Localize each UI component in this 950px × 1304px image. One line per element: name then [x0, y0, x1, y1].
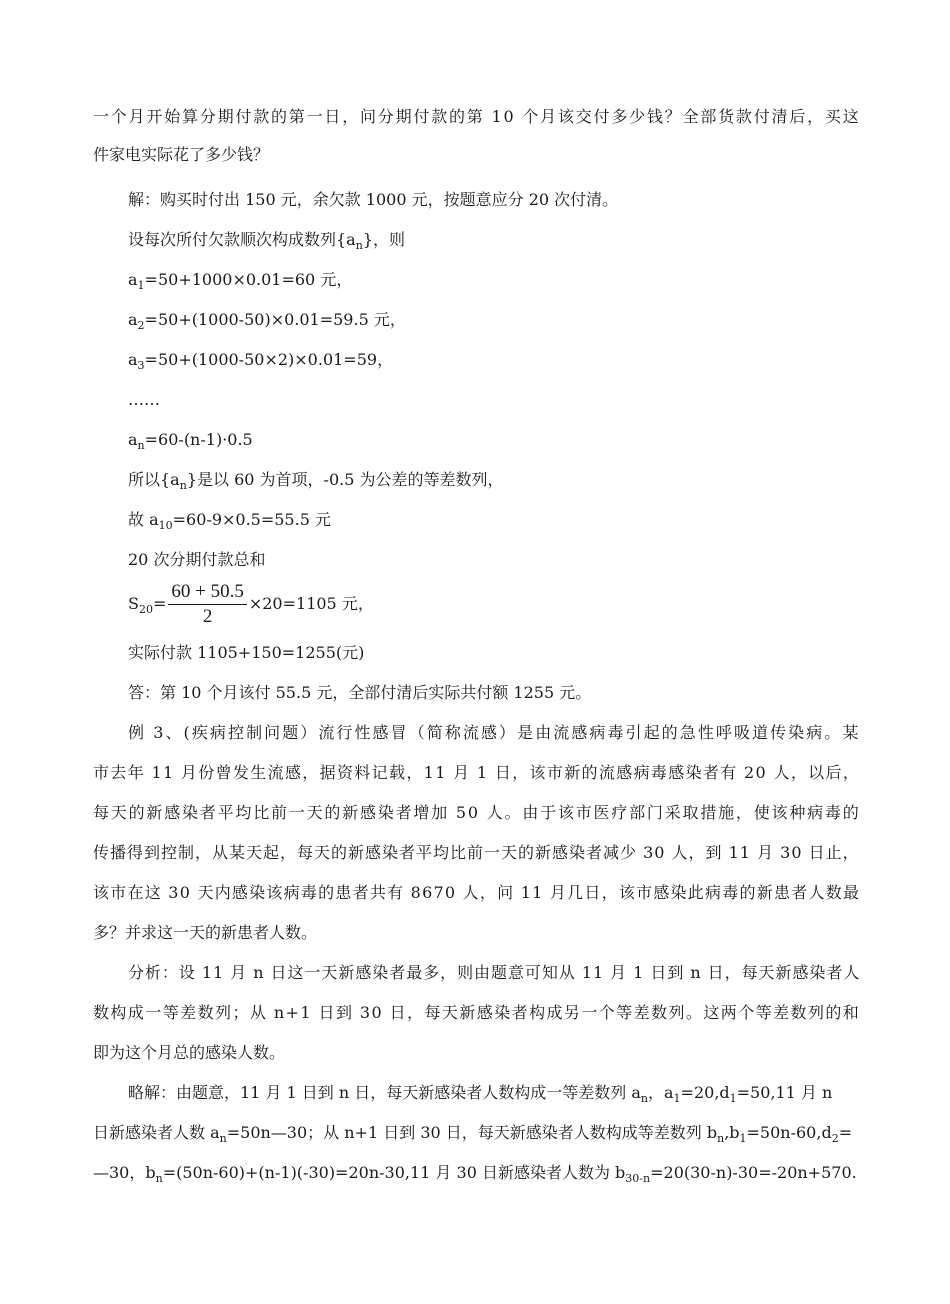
text-fragment: 即为这个月总的感染人数。 [93, 1043, 286, 1062]
equation-line [128, 430, 253, 450]
text-fragment: 一个月开始算分期付款的第一日，问分期付款的第 10 个月该交付多少钱？全部货款付清后，买这 [93, 107, 861, 126]
equation-line [128, 510, 331, 530]
text-fragment: =60-9×0.5=55.5 元 [172, 510, 331, 529]
text-fragment: ,b [724, 1123, 740, 1142]
subscript: 2 [831, 1132, 839, 1145]
paragraph-line [93, 843, 859, 863]
text-fragment: 数构成一等差数列；从 n+1 日到 30 日，每天新感染者构成另一个等差数列。这两个等差数列的和 [93, 1003, 861, 1022]
text-fragment: }是以 60 为首项，-0.5 为公差的等差数列， [186, 470, 504, 489]
paragraph-line [93, 107, 859, 127]
text-fragment: ，a [648, 1083, 674, 1102]
paragraph-line [128, 470, 503, 490]
subscript: n [137, 439, 145, 452]
subscript: n [717, 1132, 725, 1145]
paragraph-line [93, 803, 859, 823]
text-fragment: 每天的新感染者平均比前一天的新感染者增加 50 人。由于该市医疗部门采取措施，使该种病毒的 [93, 803, 861, 822]
solution-line [93, 1163, 857, 1183]
solution-line [128, 1083, 832, 1103]
subscript: n [155, 1172, 163, 1185]
fraction [168, 580, 246, 629]
text-fragment: …… [128, 390, 160, 409]
text-fragment: 例 3、(疾病控制问题）流行性感冒（简称流感）是由流感病毒引起的急性呼吸道传染病。某 [128, 723, 861, 742]
text-fragment: = [838, 1123, 853, 1142]
text-fragment: a [128, 270, 138, 289]
subscript: 30-n [625, 1172, 651, 1185]
paragraph-line [128, 230, 405, 250]
text-fragment: 20 次分期付款总和 [128, 550, 266, 569]
subscript: 2 [137, 319, 145, 332]
text-fragment: =60-(n-1)·0.5 [144, 430, 253, 449]
text-fragment: 故 a [128, 510, 159, 529]
text-fragment: =50n—30；从 n+1 日到 30 日，每天新感染者人数构成等差数列 b [226, 1123, 718, 1142]
solution-line [93, 1123, 852, 1143]
sum-formula [128, 580, 374, 629]
equals-sign: = [152, 594, 167, 613]
paragraph-line [93, 883, 859, 903]
fraction-numerator: 60 + 50.5 [168, 580, 246, 605]
equation-line [128, 270, 352, 290]
text-fragment: =50+1000×0.01=60 元， [144, 270, 353, 289]
paragraph-line [93, 923, 317, 943]
example-heading-line [128, 723, 859, 743]
paragraph-line [93, 763, 859, 783]
subscript: n [179, 479, 187, 492]
ellipsis-line [128, 390, 160, 410]
text-fragment: 该市在这 30 天内感染该病毒的患者共有 8670 人，问 11 月几日，该市感染此病毒的新患者人数最 [93, 883, 861, 902]
text-fragment: =50+(1000-50)×0.01=59.5 元， [144, 310, 406, 329]
text-fragment: =50n-60,d [746, 1123, 832, 1142]
paragraph-line [93, 1043, 285, 1063]
text-fragment: 设每次所付欠款顺次构成数列{a [128, 230, 356, 249]
text-fragment: a [128, 310, 138, 329]
text-fragment: 市去年 11 月份曾发生流感，据资料记载，11 月 1 日，该市新的流感病毒感染者有 20 人，以后， [93, 763, 861, 782]
text-fragment: =20,d [680, 1083, 730, 1102]
text-fragment: }，则 [362, 230, 406, 249]
subscript: 20 [138, 603, 153, 616]
text-fragment: =(50n-60)+(n-1)(-30)=20n-30,11 月 30 日新感染者人数为 b [162, 1163, 626, 1182]
subscript: 10 [158, 519, 173, 532]
paragraph-line [93, 1003, 859, 1023]
subscript: n [355, 239, 363, 252]
formula-lhs: S [128, 594, 139, 613]
subscript: 1 [673, 1092, 681, 1105]
fraction-denominator: 2 [202, 606, 213, 627]
formula-rhs: ×20=1105 元， [248, 594, 374, 613]
subscript: n [640, 1092, 648, 1105]
text-fragment: 传播得到控制，从某天起，每天的新感染者平均比前一天的新感染者减少 30 人，到 11 月 30 日止， [93, 843, 860, 862]
analysis-line [128, 963, 859, 983]
text-fragment: 解：购买时付出 150 元，余欠款 1000 元，按题意应分 20 次付清。 [128, 190, 619, 209]
text-fragment: —30，b [93, 1163, 156, 1182]
subscript: 1 [137, 279, 145, 292]
subscript: 3 [137, 359, 145, 372]
paragraph-line [128, 190, 618, 210]
text-fragment: 答：第 10 个月该付 55.5 元，全部付清后实际共付额 1255 元。 [128, 683, 592, 702]
text-fragment: 日新感染者人数 a [93, 1123, 220, 1142]
text-fragment: a [128, 350, 138, 369]
text-fragment: 略解：由题意，11 月 1 日到 n 日，每天新感染者人数构成一等差数列 a [128, 1083, 641, 1102]
paragraph-line [93, 145, 269, 165]
subscript: 1 [729, 1092, 737, 1105]
equation-line [128, 350, 393, 370]
text-fragment: 实际付款 1105+150=1255(元) [128, 643, 365, 662]
subscript: 1 [739, 1132, 747, 1145]
text-fragment: =50+(1000-50×2)×0.01=59， [144, 350, 394, 369]
answer-line [128, 683, 591, 703]
paragraph-line [128, 550, 265, 570]
text-fragment: 件家电实际花了多少钱？ [93, 145, 270, 164]
text-fragment: =20(30-n)-30=-20n+570. [650, 1163, 857, 1182]
text-fragment: a [128, 430, 138, 449]
text-fragment: 多？并求这一天的新患者人数。 [93, 923, 318, 942]
equation-line [128, 310, 406, 330]
text-fragment: 所以{a [128, 470, 180, 489]
text-fragment: =50,11 月 n [736, 1083, 833, 1102]
subscript: n [219, 1132, 227, 1145]
text-fragment: 分析：设 11 月 n 日这一天新感染者最多，则由题意可知从 11 月 1 日到 n 日，每天新感染者人 [128, 963, 861, 982]
paragraph-line [128, 643, 364, 663]
